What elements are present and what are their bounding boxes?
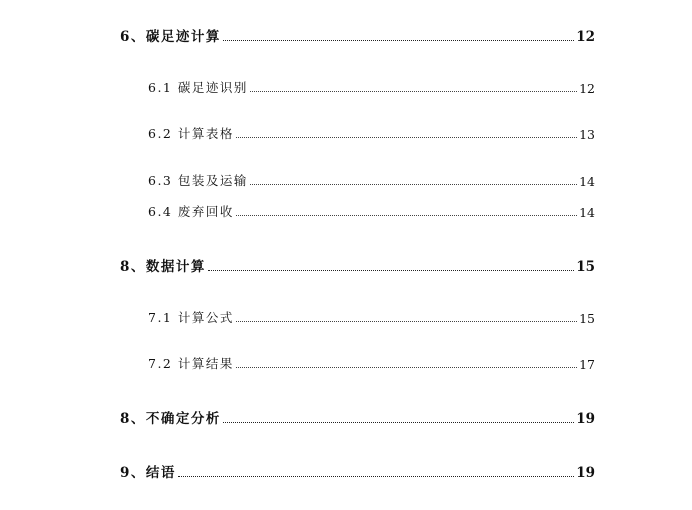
toc-entry-packaging-transport[interactable] <box>148 171 595 189</box>
toc-entry-label: 7.2 计算结果 <box>148 356 234 371</box>
toc-entry-label: 6.2 计算表格 <box>148 126 234 141</box>
toc-entry-page-number: 13 <box>579 127 595 142</box>
toc-entry-page-number: 19 <box>576 465 595 481</box>
toc-entry-label: 8、数据计算 <box>120 259 206 275</box>
toc-entry-data-calculation[interactable] <box>120 255 595 275</box>
dot-leader <box>223 422 574 423</box>
dot-leader <box>236 367 577 368</box>
toc-entry-label: 6、碳足迹计算 <box>120 29 221 45</box>
dot-leader <box>223 40 574 41</box>
toc-entry-page-number: 17 <box>579 357 595 372</box>
dot-leader <box>178 476 574 477</box>
dot-leader <box>250 91 577 92</box>
toc-entry-uncertainty-analysis[interactable] <box>120 407 595 427</box>
dot-leader <box>250 184 577 185</box>
toc-entry-label: 6.4 废弃回收 <box>148 204 234 219</box>
toc-entry-page-number: 19 <box>576 411 595 427</box>
dot-leader <box>236 321 577 322</box>
dot-leader <box>208 270 574 271</box>
toc-entry-page-number: 14 <box>579 174 595 189</box>
toc-entry-conclusion[interactable] <box>120 461 595 481</box>
toc-entry-page-number: 15 <box>579 311 595 326</box>
dot-leader <box>236 137 577 138</box>
toc-entry-label: 8、不确定分析 <box>120 411 221 427</box>
toc-entry-label: 6.3 包装及运输 <box>148 173 248 188</box>
toc-entry-page-number: 12 <box>576 29 595 45</box>
toc-entry-page-number: 15 <box>576 259 595 275</box>
dot-leader <box>236 215 577 216</box>
toc-entry-label: 7.1 计算公式 <box>148 310 234 325</box>
toc-entry-calculation-formula[interactable] <box>148 308 595 326</box>
toc-entry-page-number: 12 <box>579 81 595 96</box>
toc-entry-label: 6.1 碳足迹识别 <box>148 80 248 95</box>
toc-entry-carbon-footprint-identification[interactable] <box>148 78 595 96</box>
toc-entry-calculation-results[interactable] <box>148 354 595 372</box>
toc-entry-calculation-table[interactable] <box>148 124 595 142</box>
toc-entry-carbon-footprint-calculation[interactable] <box>120 25 595 45</box>
toc-entry-page-number: 14 <box>579 205 595 220</box>
toc-entry-label: 9、结语 <box>120 465 176 481</box>
toc-entry-waste-recycling[interactable] <box>148 202 595 220</box>
